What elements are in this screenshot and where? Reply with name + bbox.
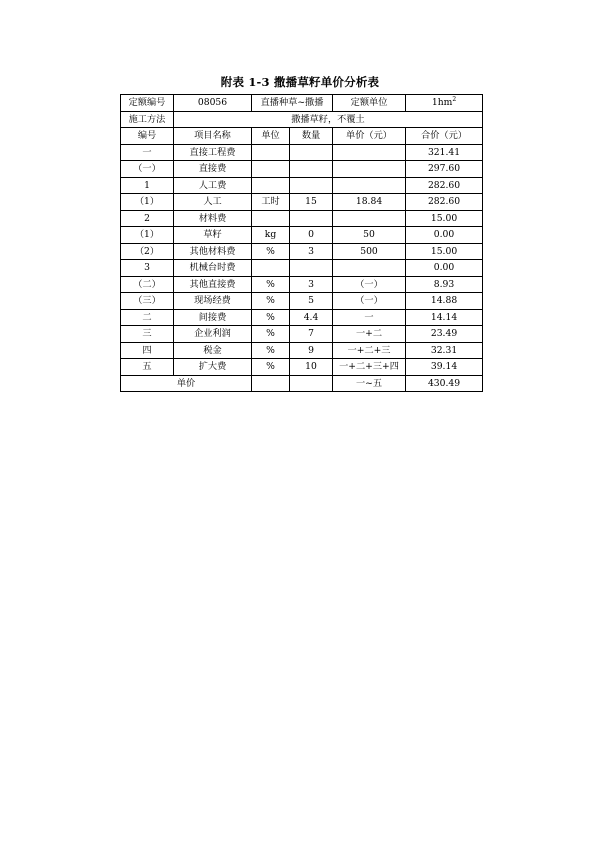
item-total: 282.60: [406, 194, 483, 211]
footer-total: 430.49: [406, 375, 483, 392]
table-row: [121, 227, 483, 244]
item-total: 15.00: [406, 210, 483, 227]
quota-unit-value: [406, 95, 483, 112]
item-qty: [290, 144, 333, 161]
item-unit: %: [252, 309, 290, 326]
item-name: 间接费: [174, 309, 252, 326]
col-header-price: 单价（元）: [333, 128, 406, 145]
col-header-total: 合价（元）: [406, 128, 483, 145]
item-total: 15.00: [406, 243, 483, 260]
item-unit: %: [252, 293, 290, 310]
item-name: 现场经费: [174, 293, 252, 310]
footer-qty: [290, 375, 333, 392]
item-total: 8.93: [406, 276, 483, 293]
item-no: （二）: [121, 276, 174, 293]
item-total: 32.31: [406, 342, 483, 359]
item-price: 500: [333, 243, 406, 260]
item-qty: 3: [290, 276, 333, 293]
item-qty: [290, 161, 333, 178]
item-total: 39.14: [406, 359, 483, 376]
item-price: 18.84: [333, 194, 406, 211]
method-value: 撒播草籽，不覆土: [174, 111, 483, 128]
item-total: 0.00: [406, 227, 483, 244]
item-unit: [252, 210, 290, 227]
item-price: 50: [333, 227, 406, 244]
table-row: [121, 144, 483, 161]
item-total: 14.14: [406, 309, 483, 326]
item-qty: 15: [290, 194, 333, 211]
item-qty: 3: [290, 243, 333, 260]
item-no: （一）: [121, 161, 174, 178]
item-unit: %: [252, 326, 290, 343]
table-row: [121, 194, 483, 211]
item-unit: %: [252, 342, 290, 359]
quota-unit-label: 定额单位: [333, 95, 406, 112]
item-name: 材料费: [174, 210, 252, 227]
item-qty: [290, 210, 333, 227]
item-total: 297.60: [406, 161, 483, 178]
item-no: 五: [121, 359, 174, 376]
header-row-method: [121, 111, 483, 128]
item-qty: 7: [290, 326, 333, 343]
header-row-quota: [121, 95, 483, 112]
footer-price: 一~五: [333, 375, 406, 392]
item-name: 其他直接费: [174, 276, 252, 293]
item-name: 人工费: [174, 177, 252, 194]
item-no: 一: [121, 144, 174, 161]
item-qty: 9: [290, 342, 333, 359]
item-total: 321.41: [406, 144, 483, 161]
item-unit: 工时: [252, 194, 290, 211]
table-row: [121, 260, 483, 277]
unit-price-analysis-table: [120, 94, 483, 392]
quota-unit-text: 1hm: [431, 97, 453, 109]
item-price: （一）: [333, 293, 406, 310]
item-unit: [252, 177, 290, 194]
col-header-no: 编号: [121, 128, 174, 145]
item-price: 一: [333, 309, 406, 326]
item-price: 一+二: [333, 326, 406, 343]
table-row: [121, 309, 483, 326]
item-qty: 10: [290, 359, 333, 376]
item-name: 扩大费: [174, 359, 252, 376]
item-name: 机械台时费: [174, 260, 252, 277]
table-row: [121, 210, 483, 227]
table-title: 附表 1-3 撒播草籽单价分析表: [220, 75, 380, 89]
table-row: [121, 161, 483, 178]
item-price: [333, 210, 406, 227]
item-price: [333, 144, 406, 161]
item-no: （1）: [121, 227, 174, 244]
item-unit: %: [252, 276, 290, 293]
table-row: [121, 243, 483, 260]
col-header-name: 项目名称: [174, 128, 252, 145]
table-row: [121, 326, 483, 343]
item-name: 直接费: [174, 161, 252, 178]
footer-row: [121, 375, 483, 392]
item-no: 四: [121, 342, 174, 359]
item-qty: [290, 177, 333, 194]
quota-unit-sup: 2: [452, 96, 457, 104]
table-row: [121, 342, 483, 359]
item-price: 一+二+三: [333, 342, 406, 359]
item-qty: 5: [290, 293, 333, 310]
item-no: （2）: [121, 243, 174, 260]
item-total: 23.49: [406, 326, 483, 343]
item-name: 直接工程费: [174, 144, 252, 161]
item-qty: [290, 260, 333, 277]
item-name: 税金: [174, 342, 252, 359]
item-no: 1: [121, 177, 174, 194]
item-name: 其他材料费: [174, 243, 252, 260]
item-no: （1）: [121, 194, 174, 211]
item-name: 企业利润: [174, 326, 252, 343]
item-unit: %: [252, 359, 290, 376]
item-price: [333, 161, 406, 178]
table-row: [121, 359, 483, 376]
item-price: 一+二+三+四: [333, 359, 406, 376]
item-no: 三: [121, 326, 174, 343]
item-price: [333, 260, 406, 277]
item-name: 草籽: [174, 227, 252, 244]
item-qty: 4.4: [290, 309, 333, 326]
item-unit: [252, 260, 290, 277]
item-name: 人工: [174, 194, 252, 211]
item-unit: kg: [252, 227, 290, 244]
table-row: [121, 177, 483, 194]
col-header-qty: 数量: [290, 128, 333, 145]
item-no: 3: [121, 260, 174, 277]
footer-label: 单价: [121, 375, 252, 392]
item-unit: [252, 161, 290, 178]
quota-no-value: 08056: [174, 95, 252, 112]
quota-name: 直播种草~撒播: [252, 95, 333, 112]
quota-no-label: 定额编号: [121, 95, 174, 112]
item-unit: [252, 144, 290, 161]
column-header-row: [121, 128, 483, 145]
item-no: 二: [121, 309, 174, 326]
item-total: 282.60: [406, 177, 483, 194]
footer-unit: [252, 375, 290, 392]
col-header-unit: 单位: [252, 128, 290, 145]
method-label: 施工方法: [121, 111, 174, 128]
item-unit: %: [252, 243, 290, 260]
item-total: 0.00: [406, 260, 483, 277]
item-no: （三）: [121, 293, 174, 310]
item-no: 2: [121, 210, 174, 227]
table-row: [121, 276, 483, 293]
item-qty: 0: [290, 227, 333, 244]
table-row: [121, 293, 483, 310]
item-price: （一）: [333, 276, 406, 293]
item-price: [333, 177, 406, 194]
item-total: 14.88: [406, 293, 483, 310]
